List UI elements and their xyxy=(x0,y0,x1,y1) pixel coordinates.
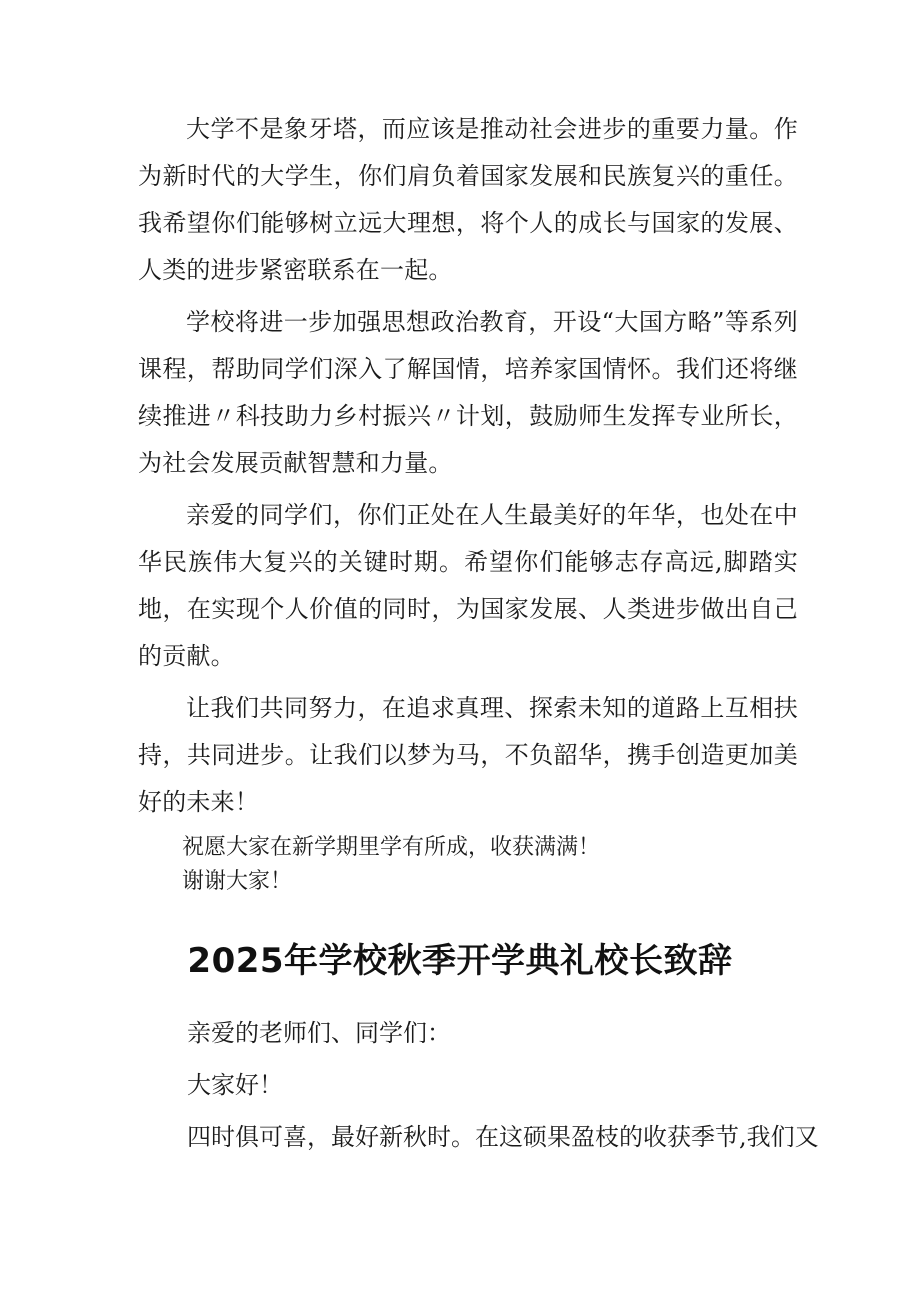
closing-wish: 祝愿大家在新学期里学有所成，收获满满！ xyxy=(182,835,601,860)
paragraph: 亲爱的同学们，你们正处在人生最美好的年华，也处在中华民族伟大复兴的关键时期。希望你们能够志存高远,脚踏实地，在实现个人价值的同时，为国家发展、人类进步做出自己的贡献。 xyxy=(138,501,798,670)
paragraph: 让我们共同努力，在追求真理、探索未知的道路上互相扶持，共同进步。让我们以梦为马，不负韶华，携手创造更加美好的未来！ xyxy=(138,694,798,816)
opening-line: 四时俱可喜，最好新秋时。在这硕果盈枝的收获季节,我们又 xyxy=(187,1123,819,1151)
speech-title: 2025年学校秋季开学典礼校长致辞 xyxy=(187,940,733,981)
speech-body xyxy=(138,106,798,899)
greeting: 大家好！ xyxy=(187,1071,283,1099)
salutation: 亲爱的老师们、同学们： xyxy=(187,1019,451,1047)
speech-opening xyxy=(138,1010,819,1166)
paragraph: 大学不是象牙塔，而应该是推动社会进步的重要力量。作为新时代的大学生，你们肩负着国家发展和民族复兴的重任。我希望你们能够树立远大理想，将个人的成长与国家的发展、人类的进步紧密联系在一起。 xyxy=(138,115,798,284)
closing-thanks: 谢谢大家！ xyxy=(182,869,293,894)
paragraph: 学校将进一步加强思想政治教育，开设“大国方略”等系列课程，帮助同学们深入了解国情，培养家国情怀。我们还将继续推进〃科技助力乡村振兴〃计划，鼓励师生发挥专业所长，为社会发展贡献智慧和力量。 xyxy=(138,308,798,477)
